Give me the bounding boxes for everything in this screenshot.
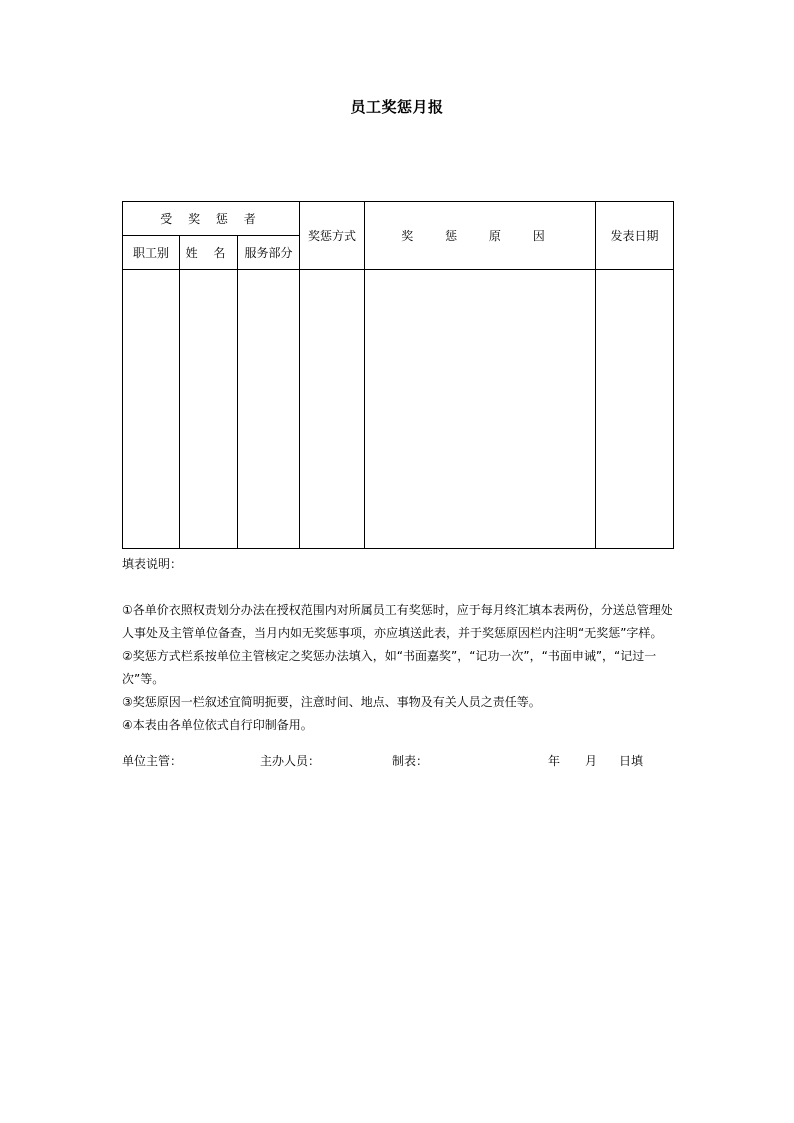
reason-cell[interactable] <box>365 270 596 549</box>
report-table <box>122 201 674 549</box>
instruction-item-1: ①各单价衣照权责划分办法在授权范围内对所属员工有奖惩时，应于每月终汇填本表两份，分送总管理处人事处及主管单位备查，当月内如无奖惩事项，亦应填送此表，并于奖惩原因栏内注明“无奖惩”字样。 <box>122 603 673 640</box>
reason-header: 奖 惩 原 因 <box>365 202 596 270</box>
signature-line <box>122 752 678 770</box>
instructions <box>122 553 678 737</box>
date-cell[interactable] <box>596 270 674 549</box>
instruction-item-3: ③奖惩原因一栏叙述宜简明扼要，注意时间、地点、事物及有关人员之责任等。 <box>122 695 541 709</box>
instruction-item-2: ②奖惩方式栏系按单位主管核定之奖惩办法填入，如“书面嘉奖”，“记功一次”，“书面申诫”，“记过一次”等。 <box>122 649 657 686</box>
page-title: 员工奖惩月报 <box>350 98 444 116</box>
unit-head-label: 单位主管： <box>122 754 183 768</box>
month-label: 月 <box>585 754 598 768</box>
header-row-1 <box>123 202 674 236</box>
day-label: 日填 <box>619 754 644 768</box>
organizer-label: 主办人员： <box>260 754 321 768</box>
method-header: 奖惩方式 <box>300 202 365 270</box>
entry-row <box>123 270 674 549</box>
instructions-heading: 填表说明： <box>122 557 183 571</box>
employee-id-header: 职工别 <box>123 236 180 270</box>
name-cell[interactable] <box>180 270 238 549</box>
date-header: 发表日期 <box>596 202 674 270</box>
employee-id-cell[interactable] <box>123 270 180 549</box>
prepared-by-label: 制表： <box>392 754 429 768</box>
year-label: 年 <box>548 754 561 768</box>
department-cell[interactable] <box>238 270 300 549</box>
instruction-item-4: ④本表由各单位依式自行印制备用。 <box>122 718 313 732</box>
name-header: 姓 名 <box>180 236 238 270</box>
department-header: 服务部分 <box>238 236 300 270</box>
recipient-group-header: 受 奖 惩 者 <box>123 202 300 236</box>
method-cell[interactable] <box>300 270 365 549</box>
